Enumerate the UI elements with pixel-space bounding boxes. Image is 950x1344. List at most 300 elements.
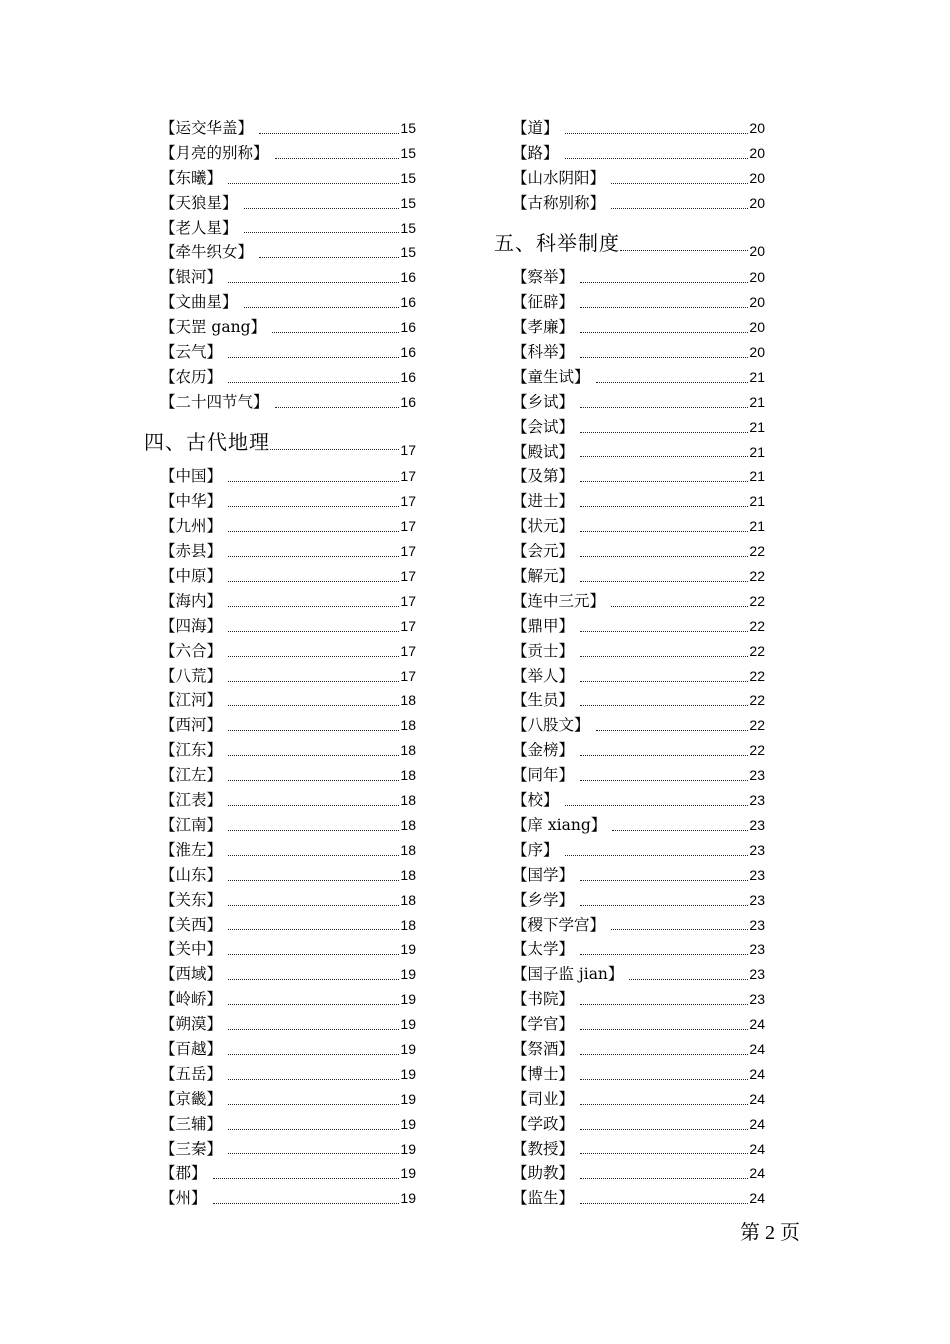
toc-entry[interactable] [512, 1112, 765, 1137]
dot-leader [228, 506, 399, 507]
toc-page-number: 22 [749, 617, 765, 634]
toc-page-number: 18 [400, 816, 416, 833]
toc-entry[interactable] [160, 240, 416, 265]
dot-leader [228, 880, 399, 881]
dot-leader [228, 929, 399, 930]
toc-entry-label: 【举人】 [512, 666, 575, 685]
toc-page-number: 15 [400, 219, 416, 236]
dot-leader [213, 1178, 400, 1179]
toc-page-number: 20 [749, 144, 765, 161]
toc-entry[interactable] [512, 514, 765, 539]
toc-entry[interactable] [512, 415, 765, 440]
dot-leader [580, 531, 748, 532]
toc-entry-label: 【生员】 [512, 691, 575, 710]
toc-page-number: 22 [749, 717, 765, 734]
toc-entry-label: 【云气】 [160, 343, 223, 361]
toc-page-number: 22 [749, 667, 765, 684]
toc-entry-label: 【赤县】 [160, 542, 223, 561]
toc-entry[interactable] [512, 116, 765, 141]
toc-page-number: 17 [400, 642, 416, 659]
toc-entry-label: 【东曦】 [160, 168, 223, 187]
toc-page-number: 22 [749, 642, 765, 659]
toc-entry[interactable] [160, 937, 416, 962]
toc-page-number: 24 [749, 1040, 765, 1057]
toc-entry[interactable] [160, 1112, 416, 1137]
toc-page-number: 18 [400, 866, 416, 883]
toc-page-number: 18 [400, 742, 416, 759]
toc-page-number: 23 [749, 767, 765, 784]
dot-leader [275, 407, 400, 408]
toc-page-number: 21 [749, 443, 765, 460]
toc-entry[interactable] [160, 1087, 416, 1112]
toc-entry[interactable] [160, 191, 416, 216]
toc-entry-label: 【江表】 [160, 791, 223, 810]
toc-entry-label: 【山东】 [160, 865, 223, 884]
toc-entry[interactable] [160, 788, 416, 813]
toc-entry[interactable] [160, 564, 416, 589]
toc-entry[interactable] [512, 564, 765, 589]
toc-entry-label: 【天狼星】 [160, 193, 238, 212]
toc-page-number: 17 [400, 568, 416, 585]
toc-entry-label: 【连中三元】 [512, 591, 606, 610]
dot-leader [228, 382, 399, 383]
dot-leader [580, 1178, 748, 1179]
toc-entry-label: 【道】 [512, 118, 559, 137]
toc-entry[interactable] [512, 315, 765, 340]
toc-entry[interactable] [160, 390, 416, 415]
toc-entry[interactable] [160, 664, 416, 689]
toc-entry-label: 【朔漠】 [160, 1015, 223, 1034]
toc-entry[interactable] [512, 1087, 765, 1112]
toc-page-number: 19 [400, 1115, 416, 1132]
toc-page-number: 22 [749, 568, 765, 585]
dot-leader [580, 905, 748, 906]
dot-leader [228, 1054, 399, 1055]
dot-leader [228, 556, 399, 557]
toc-entry-label: 【解元】 [512, 567, 575, 586]
dot-leader [228, 830, 399, 831]
toc-page-number: 16 [400, 294, 416, 311]
toc-page-number: 20 [749, 319, 765, 336]
toc-page-number: 19 [400, 1090, 416, 1107]
toc-entry[interactable] [512, 464, 765, 489]
dot-leader [272, 332, 399, 333]
toc-entry-label: 【察举】 [512, 268, 575, 287]
toc-entry[interactable] [512, 813, 765, 838]
dot-leader [244, 307, 400, 308]
toc-entry-label: 【江南】 [160, 815, 223, 834]
toc-entry[interactable] [512, 664, 765, 689]
dot-leader [580, 481, 748, 482]
dot-leader [228, 357, 399, 358]
toc-entry-label: 【教授】 [512, 1139, 575, 1158]
toc-entry-label: 【贡士】 [512, 641, 575, 660]
dot-leader [580, 407, 748, 408]
page-number: 第 2 页 [740, 1222, 800, 1244]
toc-entry-label: 【鼎甲】 [512, 616, 575, 635]
toc-page-number: 17 [400, 543, 416, 560]
toc-entry[interactable] [512, 614, 765, 639]
toc-entry-label: 【文曲星】 [160, 293, 238, 312]
toc-entry[interactable] [160, 987, 416, 1012]
toc-entry-label: 【二十四节气】 [160, 392, 269, 411]
dot-leader [580, 307, 748, 308]
toc-entry[interactable] [160, 290, 416, 315]
toc-entry-label: 【百越】 [160, 1039, 223, 1058]
dot-leader [244, 208, 400, 209]
dot-leader [580, 1029, 748, 1030]
toc-entry[interactable] [160, 489, 416, 514]
toc-entry[interactable] [160, 116, 416, 141]
dot-leader [580, 631, 748, 632]
toc-entry[interactable] [160, 1012, 416, 1037]
dot-leader [580, 357, 748, 358]
dot-leader [611, 606, 748, 607]
toc-entry[interactable] [160, 340, 416, 365]
toc-page-number: 19 [400, 991, 416, 1008]
toc-entry[interactable] [512, 1186, 765, 1211]
toc-page-number: 19 [400, 1016, 416, 1033]
toc-entry[interactable] [512, 863, 765, 888]
toc-entry[interactable] [160, 713, 416, 738]
toc-page-number: 23 [749, 841, 765, 858]
toc-entry[interactable] [160, 1037, 416, 1062]
dot-leader [228, 780, 399, 781]
toc-entry-label: 【西域】 [160, 965, 223, 984]
toc-left-column [144, 116, 416, 1211]
dot-leader [580, 1079, 748, 1080]
toc-entry-label: 【天罡 gang】 [160, 318, 266, 337]
toc-entry[interactable] [160, 315, 416, 340]
toc-page-number: 17 [400, 617, 416, 634]
dot-leader [611, 208, 748, 209]
toc-page-number: 19 [400, 1190, 416, 1207]
toc-entry[interactable] [160, 962, 416, 987]
toc-entry[interactable] [512, 1012, 765, 1037]
toc-entry-label: 【月亮的别称】 [160, 143, 269, 162]
toc-entry[interactable] [160, 1062, 416, 1087]
toc-page-number: 21 [749, 468, 765, 485]
toc-entry[interactable] [512, 689, 765, 714]
toc-entry[interactable] [512, 539, 765, 564]
toc-entry[interactable] [512, 738, 765, 763]
toc-entry-label: 【科举】 [512, 343, 575, 362]
dot-leader [228, 681, 399, 682]
toc-entry[interactable] [160, 614, 416, 639]
dot-leader [620, 250, 748, 251]
dot-leader [580, 1153, 748, 1154]
toc-page-number: 20 [749, 194, 765, 211]
toc-entry-label: 【中华】 [160, 492, 223, 511]
dot-leader [228, 905, 399, 906]
dot-leader [580, 656, 748, 657]
toc-page-number: 19 [400, 1140, 416, 1157]
toc-entry[interactable] [160, 1137, 416, 1162]
toc-page-number: 23 [749, 941, 765, 958]
toc-entry[interactable] [512, 888, 765, 913]
toc-entry[interactable] [160, 738, 416, 763]
toc-entry[interactable] [160, 888, 416, 913]
toc-page-number: 21 [749, 418, 765, 435]
toc-page-number: 23 [749, 792, 765, 809]
toc-entry[interactable] [512, 788, 765, 813]
toc-entry-label: 【孝廉】 [512, 318, 575, 337]
toc-page-number: 22 [749, 742, 765, 759]
toc-entry-label: 【路】 [512, 143, 559, 162]
dot-leader [580, 954, 748, 955]
toc-entry[interactable] [160, 365, 416, 390]
toc-entry[interactable] [512, 141, 765, 166]
toc-page-number: 15 [400, 169, 416, 186]
toc-entry[interactable] [512, 1037, 765, 1062]
toc-page-number: 16 [400, 319, 416, 336]
dot-leader [565, 158, 749, 159]
toc-entry[interactable] [512, 1062, 765, 1087]
toc-entry-label: 【九州】 [160, 517, 223, 536]
toc-entry-label: 【郡】 [160, 1164, 207, 1183]
toc-entry-label: 【会试】 [512, 417, 575, 436]
toc-entry-label: 【岭峤】 [160, 990, 223, 1009]
toc-entry-label: 【序】 [512, 840, 559, 859]
dot-leader [580, 880, 748, 881]
dot-leader [580, 780, 748, 781]
toc-page-number: 21 [749, 493, 765, 510]
toc-page-number: 16 [400, 269, 416, 286]
toc-entry-label: 【牵牛织女】 [160, 243, 254, 262]
toc-entry-label: 【中国】 [160, 467, 223, 486]
toc-page-number: 24 [749, 1090, 765, 1107]
dot-leader [565, 855, 749, 856]
toc-entry[interactable] [512, 763, 765, 788]
toc-entry-label: 【进士】 [512, 492, 575, 511]
toc-entry-label: 【及第】 [512, 467, 575, 486]
toc-page-number: 24 [749, 1165, 765, 1182]
toc-page-number: 18 [400, 767, 416, 784]
dot-leader [228, 805, 399, 806]
toc-entry[interactable] [160, 141, 416, 166]
toc-entry-label: 【州】 [160, 1189, 207, 1208]
toc-entry[interactable] [160, 913, 416, 938]
toc-page-number: 24 [749, 1115, 765, 1132]
dot-leader [228, 1004, 399, 1005]
dot-leader [580, 506, 748, 507]
toc-entry-label: 【四海】 [160, 616, 223, 635]
toc-entry-label: 【会元】 [512, 542, 575, 561]
toc-entry-label: 【学官】 [512, 1015, 575, 1034]
toc-entry[interactable] [160, 166, 416, 191]
toc-heading-label: 五、科举制度 [494, 231, 620, 256]
toc-entry-label: 【淮左】 [160, 840, 223, 859]
dot-leader [228, 730, 399, 731]
toc-section-heading[interactable] [494, 216, 765, 266]
toc-entry-label: 【稷下学宫】 [512, 915, 606, 934]
toc-entry[interactable] [160, 589, 416, 614]
toc-entry-label: 【五岳】 [160, 1064, 223, 1083]
toc-entry-label: 【博士】 [512, 1064, 575, 1083]
toc-entry[interactable] [160, 464, 416, 489]
toc-entry-label: 【校】 [512, 791, 559, 810]
toc-page-number: 18 [400, 891, 416, 908]
toc-entry[interactable] [512, 639, 765, 664]
toc-entry-label: 【江东】 [160, 741, 223, 760]
toc-page-number: 16 [400, 368, 416, 385]
toc-entry[interactable] [512, 191, 765, 216]
toc-entry[interactable] [160, 1161, 416, 1186]
dot-leader [612, 830, 748, 831]
toc-page-number: 16 [400, 393, 416, 410]
toc-entry-label: 【学政】 [512, 1114, 575, 1133]
toc-entry[interactable] [512, 489, 765, 514]
toc-entry-label: 【六合】 [160, 641, 223, 660]
toc-page-number: 20 [749, 344, 765, 361]
dot-leader [580, 1129, 748, 1130]
toc-entry[interactable] [160, 265, 416, 290]
toc-entry-label: 【乡试】 [512, 392, 575, 411]
dot-leader [228, 481, 399, 482]
toc-page-number: 15 [400, 194, 416, 211]
toc-entry[interactable] [160, 639, 416, 664]
toc-page-number: 24 [749, 1140, 765, 1157]
toc-page-number: 20 [749, 243, 765, 260]
dot-leader [228, 282, 399, 283]
dot-leader [213, 1203, 400, 1204]
toc-page-number: 22 [749, 592, 765, 609]
toc-entry[interactable] [512, 589, 765, 614]
toc-entry-label: 【关东】 [160, 890, 223, 909]
toc-entry[interactable] [512, 838, 765, 863]
dot-leader [228, 656, 399, 657]
dot-leader [580, 282, 748, 283]
toc-page-number: 15 [400, 144, 416, 161]
toc-entry-label: 【殿试】 [512, 442, 575, 461]
dot-leader [580, 1203, 748, 1204]
toc-page-number: 21 [749, 393, 765, 410]
dot-leader [228, 1153, 399, 1154]
toc-entry[interactable] [512, 913, 765, 938]
toc-entry-label: 【江河】 [160, 691, 223, 710]
toc-page-number: 17 [400, 468, 416, 485]
dot-leader [580, 681, 748, 682]
toc-entry-label: 【庠 xiang】 [512, 815, 607, 834]
toc-heading-label: 四、古代地理 [144, 430, 270, 455]
dot-leader [580, 456, 748, 457]
toc-page-number: 19 [400, 941, 416, 958]
dot-leader [228, 531, 399, 532]
toc-page-number: 18 [400, 717, 416, 734]
toc-entry-label: 【国学】 [512, 865, 575, 884]
toc-page-number: 17 [400, 493, 416, 510]
toc-entry[interactable] [512, 340, 765, 365]
toc-entry[interactable] [512, 365, 765, 390]
toc-page-number: 21 [749, 368, 765, 385]
dot-leader [228, 755, 399, 756]
toc-entry-label: 【西河】 [160, 716, 223, 735]
toc-entry[interactable] [160, 216, 416, 241]
dot-leader [580, 755, 748, 756]
dot-leader [580, 705, 748, 706]
toc-entry-label: 【江左】 [160, 766, 223, 785]
dot-leader [244, 232, 400, 233]
toc-entry[interactable] [512, 440, 765, 465]
toc-entry-label: 【银河】 [160, 268, 223, 287]
toc-page-number: 18 [400, 841, 416, 858]
toc-entry[interactable] [512, 1161, 765, 1186]
toc-page-number: 19 [400, 1065, 416, 1082]
dot-leader [580, 1104, 748, 1105]
dot-leader [228, 1079, 399, 1080]
dot-leader [228, 954, 399, 955]
toc-entry[interactable] [512, 713, 765, 738]
toc-page-number: 18 [400, 692, 416, 709]
dot-leader [259, 133, 399, 134]
toc-page-number: 24 [749, 1065, 765, 1082]
toc-entry[interactable] [512, 290, 765, 315]
toc-entry[interactable] [512, 265, 765, 290]
toc-entry-label: 【金榜】 [512, 741, 575, 760]
toc-page-number: 23 [749, 966, 765, 983]
dot-leader [580, 432, 748, 433]
toc-entry[interactable] [512, 166, 765, 191]
toc-entry[interactable] [160, 863, 416, 888]
toc-entry-label: 【关中】 [160, 940, 223, 959]
dot-leader [580, 1004, 748, 1005]
dot-leader [580, 332, 748, 333]
toc-page-number: 23 [749, 991, 765, 1008]
toc-entry-label: 【童生试】 [512, 367, 590, 386]
toc-entry[interactable] [160, 838, 416, 863]
toc-page-number: 15 [400, 119, 416, 136]
toc-entry[interactable] [512, 390, 765, 415]
dot-leader [611, 929, 748, 930]
dot-leader [228, 1104, 399, 1105]
toc-entry-label: 【中原】 [160, 567, 223, 586]
dot-leader [275, 158, 400, 159]
toc-entry-label: 【三秦】 [160, 1139, 223, 1158]
dot-leader [228, 855, 399, 856]
toc-page-number: 19 [400, 1040, 416, 1057]
dot-leader [228, 606, 399, 607]
toc-entry-label: 【京畿】 [160, 1089, 223, 1108]
toc-page-number: 17 [400, 442, 416, 459]
dot-leader [565, 805, 749, 806]
toc-entry[interactable] [160, 689, 416, 714]
toc-entry-label: 【国子监 jian】 [512, 965, 624, 984]
toc-entry[interactable] [160, 763, 416, 788]
dot-leader [228, 1029, 399, 1030]
toc-section-heading[interactable] [144, 415, 416, 465]
toc-entry-label: 【古称别称】 [512, 193, 606, 212]
dot-leader [270, 449, 399, 450]
dot-leader [629, 979, 748, 980]
toc-entry[interactable] [160, 813, 416, 838]
toc-entry[interactable] [512, 987, 765, 1012]
toc-page-number: 19 [400, 966, 416, 983]
toc-entry-label: 【同年】 [512, 766, 575, 785]
toc-page-number: 23 [749, 816, 765, 833]
toc-entry[interactable] [160, 514, 416, 539]
toc-entry[interactable] [160, 1186, 416, 1211]
toc-entry[interactable] [512, 962, 765, 987]
toc-entry-label: 【三辅】 [160, 1114, 223, 1133]
toc-entry[interactable] [160, 539, 416, 564]
toc-entry-label: 【八股文】 [512, 716, 590, 735]
toc-page-number: 23 [749, 891, 765, 908]
dot-leader [565, 133, 749, 134]
toc-entry[interactable] [512, 937, 765, 962]
toc-entry-label: 【征辟】 [512, 293, 575, 312]
toc-entry-label: 【监生】 [512, 1189, 575, 1208]
toc-entry[interactable] [512, 1137, 765, 1162]
